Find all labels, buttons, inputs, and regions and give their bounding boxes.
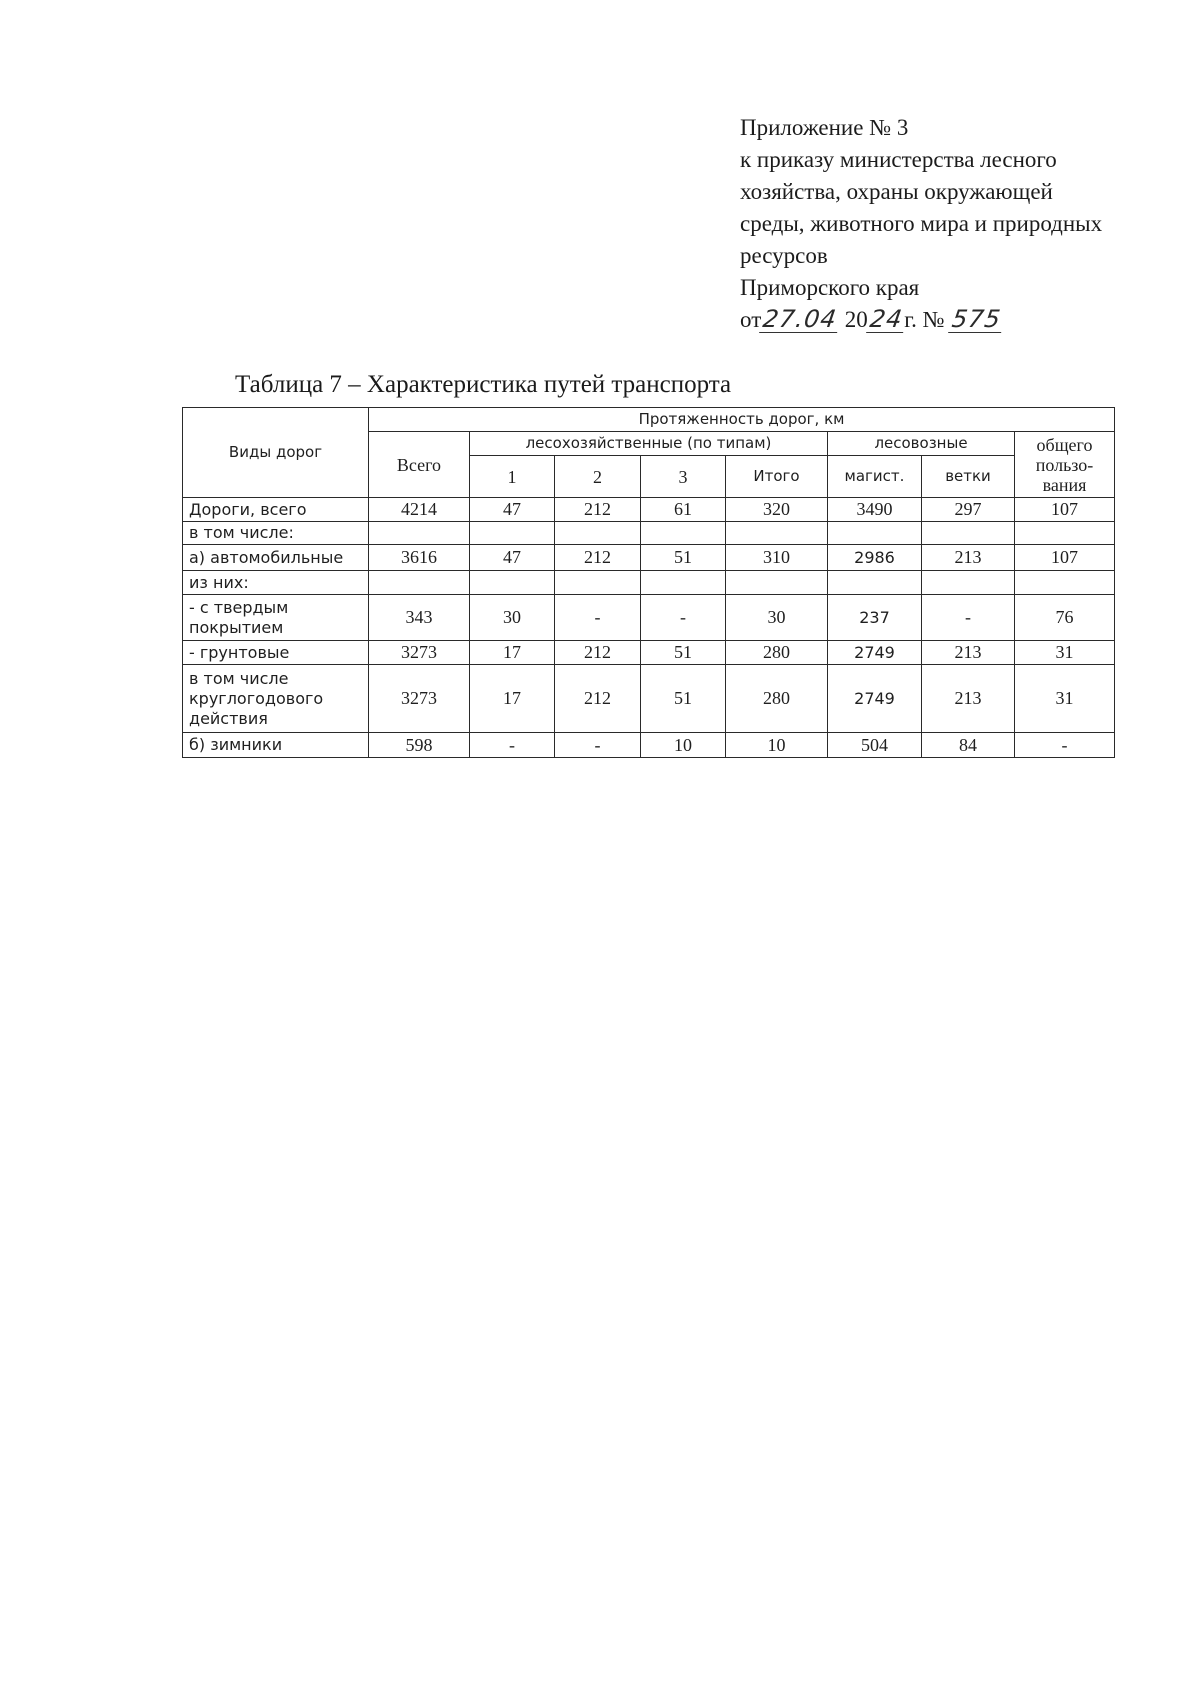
cell-type-3	[641, 522, 726, 545]
cell-branches: 213	[922, 641, 1015, 665]
cell-total	[369, 571, 470, 595]
cell-type-2: 212	[555, 498, 641, 522]
cell-type-2: -	[555, 733, 641, 758]
cell-subtotal	[726, 522, 828, 545]
appendix-line: к приказу министерства лесного	[740, 147, 1057, 172]
cell-main: 237	[828, 595, 922, 641]
cell-subtotal: 280	[726, 641, 828, 665]
cell-total: 3273	[369, 665, 470, 733]
cell-main: 2749	[828, 641, 922, 665]
cell-public: 31	[1015, 641, 1115, 665]
cell-type-3: 10	[641, 733, 726, 758]
year-prefix: 20	[844, 307, 868, 332]
cell-branches: 297	[922, 498, 1015, 522]
row-label: в том числе:	[183, 522, 369, 545]
cell-type-2: -	[555, 595, 641, 641]
header-logging: лесовозные	[828, 432, 1015, 456]
cell-total: 598	[369, 733, 470, 758]
appendix-line: Приложение № 3	[740, 115, 909, 140]
table-row	[183, 498, 1115, 522]
row-label: из них:	[183, 571, 369, 595]
cell-total: 343	[369, 595, 470, 641]
appendix-line: ресурсов	[740, 243, 828, 268]
table-row	[183, 522, 1115, 545]
cell-total: 4214	[369, 498, 470, 522]
row-label: в том числе круглогодового действия	[183, 665, 369, 733]
cell-main: 2749	[828, 665, 922, 733]
cell-type-1	[470, 571, 555, 595]
cell-branches	[922, 522, 1015, 545]
cell-type-1: -	[470, 733, 555, 758]
year-suffix: г. №	[904, 307, 945, 332]
handwritten-order-number: 575	[950, 305, 1004, 333]
cell-main	[828, 571, 922, 595]
cell-total	[369, 522, 470, 545]
row-label: - грунтовые	[183, 641, 369, 665]
header-road-types: Виды дорог	[183, 408, 369, 498]
table-row	[183, 733, 1115, 758]
cell-subtotal: 30	[726, 595, 828, 641]
row-label: Дороги, всего	[183, 498, 369, 522]
cell-branches	[922, 571, 1015, 595]
cell-type-1: 17	[470, 665, 555, 733]
row-label: - с твердым покрытием	[183, 595, 369, 641]
cell-branches: 84	[922, 733, 1015, 758]
handwritten-date: 27.04	[761, 305, 840, 333]
header-row	[183, 408, 1115, 432]
header-forestry: лесохозяйственные (по типам)	[470, 432, 828, 456]
header-main: магист.	[828, 456, 922, 498]
cell-main: 504	[828, 733, 922, 758]
cell-public: 76	[1015, 595, 1115, 641]
cell-main: 2986	[828, 545, 922, 571]
header-public: общего пользо-вания	[1015, 432, 1115, 498]
cell-type-2: 212	[555, 641, 641, 665]
appendix-line: Приморского края	[740, 275, 920, 300]
cell-type-1: 47	[470, 498, 555, 522]
roads-table	[182, 407, 1115, 758]
cell-total: 3616	[369, 545, 470, 571]
appendix-line: среды, животного мира и природных	[740, 211, 1103, 236]
cell-public: -	[1015, 733, 1115, 758]
cell-type-2: 212	[555, 665, 641, 733]
row-label: б) зимники	[183, 733, 369, 758]
table-row	[183, 595, 1115, 641]
row-label: а) автомобильные	[183, 545, 369, 571]
cell-type-1	[470, 522, 555, 545]
cell-subtotal: 320	[726, 498, 828, 522]
cell-type-1: 30	[470, 595, 555, 641]
cell-main	[828, 522, 922, 545]
table-row	[183, 545, 1115, 571]
cell-type-2: 212	[555, 545, 641, 571]
table-row	[183, 665, 1115, 733]
cell-public: 107	[1015, 545, 1115, 571]
date-prefix: от	[740, 307, 762, 332]
cell-type-2	[555, 522, 641, 545]
header-type-2: 2	[555, 456, 641, 498]
cell-public: 31	[1015, 665, 1115, 733]
appendix-line: хозяйства, охраны окружающей	[740, 179, 1053, 204]
header-branches: ветки	[922, 456, 1015, 498]
cell-type-1: 47	[470, 545, 555, 571]
cell-type-2	[555, 571, 641, 595]
cell-public: 107	[1015, 498, 1115, 522]
cell-type-3	[641, 571, 726, 595]
header-type-1: 1	[470, 456, 555, 498]
cell-subtotal	[726, 571, 828, 595]
header-length: Протяженность дорог, км	[369, 408, 1115, 432]
cell-public	[1015, 522, 1115, 545]
table-row	[183, 641, 1115, 665]
cell-branches: 213	[922, 665, 1015, 733]
cell-subtotal: 310	[726, 545, 828, 571]
cell-subtotal: 280	[726, 665, 828, 733]
cell-type-3: 61	[641, 498, 726, 522]
cell-type-3: 51	[641, 641, 726, 665]
cell-total: 3273	[369, 641, 470, 665]
header-type-3: 3	[641, 456, 726, 498]
cell-type-3: 51	[641, 545, 726, 571]
table-title: Таблица 7 – Характеристика путей транспорта	[235, 371, 732, 398]
header-total: Всего	[369, 432, 470, 498]
header-subtotal: Итого	[726, 456, 828, 498]
appendix-block	[740, 112, 1160, 336]
cell-branches: -	[922, 595, 1015, 641]
cell-branches: 213	[922, 545, 1015, 571]
table-row	[183, 571, 1115, 595]
cell-type-1: 17	[470, 641, 555, 665]
cell-type-3: -	[641, 595, 726, 641]
cell-type-3: 51	[641, 665, 726, 733]
cell-subtotal: 10	[726, 733, 828, 758]
cell-main: 3490	[828, 498, 922, 522]
cell-public	[1015, 571, 1115, 595]
handwritten-year: 24	[867, 305, 905, 333]
order-date-line	[740, 304, 1160, 336]
